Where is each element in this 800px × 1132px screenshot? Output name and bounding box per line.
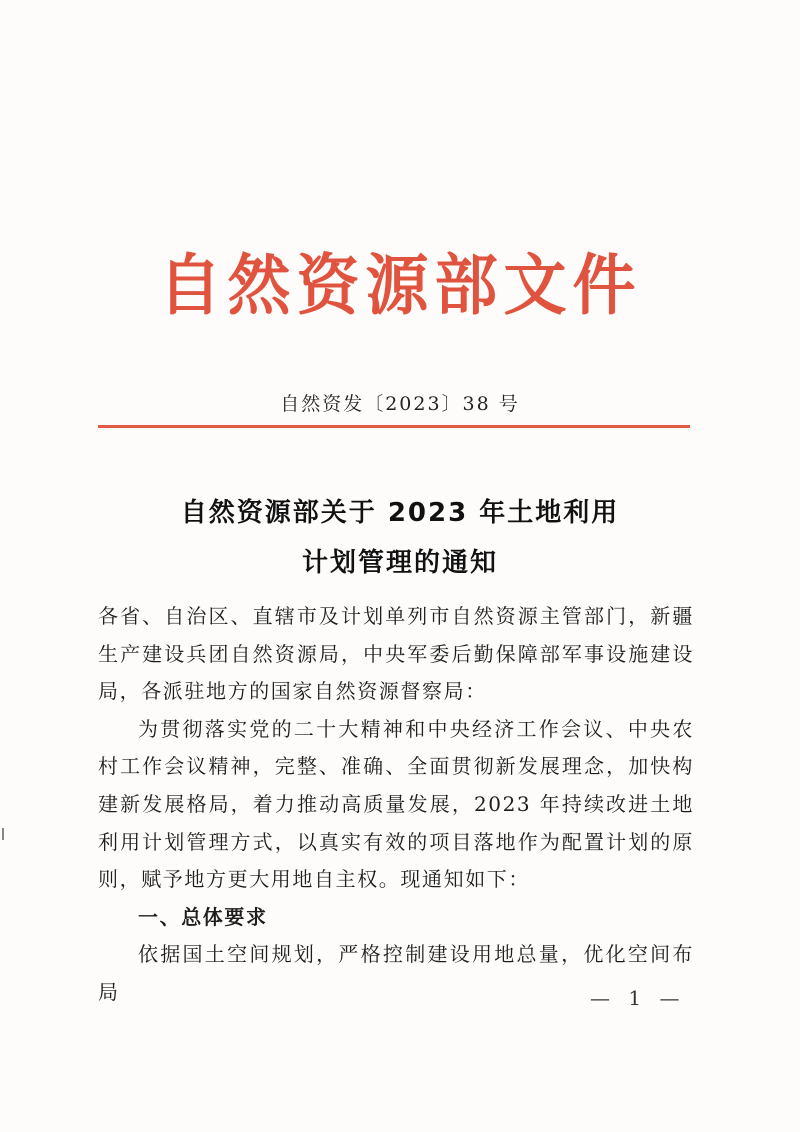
document-title-line-2: 计划管理的通知: [301, 548, 498, 578]
intro-paragraph: 为贯彻落实党的二十大精神和中央经济工作会议、中央农村工作会议精神，完整、准确、全面贯彻新发展理念，加快构建新发展格局，着力推动高质量发展，2023 年持续改进土地利用计划管理方式，以真实有效的项目落地作为配置计划的原则，赋予地方更大用地自主权。现通知如下：: [98, 716, 694, 892]
recipients-paragraph: 各省、自治区、直辖市及计划单列市自然资源主管部门，新疆生产建设兵团自然资源局，中央军委后勤保障部军事设施建设局，各派驻地方的国家自然资源督察局：: [98, 604, 694, 704]
document-title: [0, 488, 800, 588]
document-masthead: 自然资源部文件: [158, 247, 642, 324]
document-number: 自然资发〔2023〕38 号: [280, 393, 520, 415]
scan-edge-mark: [2, 828, 4, 840]
section-heading-1: 一、总体要求: [138, 904, 268, 929]
section-1-paragraph: 依据国土空间规划，严格控制建设用地总量，优化空间布局: [98, 942, 694, 1004]
document-title-line-1: 自然资源部关于 2023 年土地利用: [180, 498, 620, 528]
red-separator-line: [98, 425, 690, 428]
page-number: — 1 —: [590, 986, 686, 1010]
document-body: [98, 598, 694, 1012]
